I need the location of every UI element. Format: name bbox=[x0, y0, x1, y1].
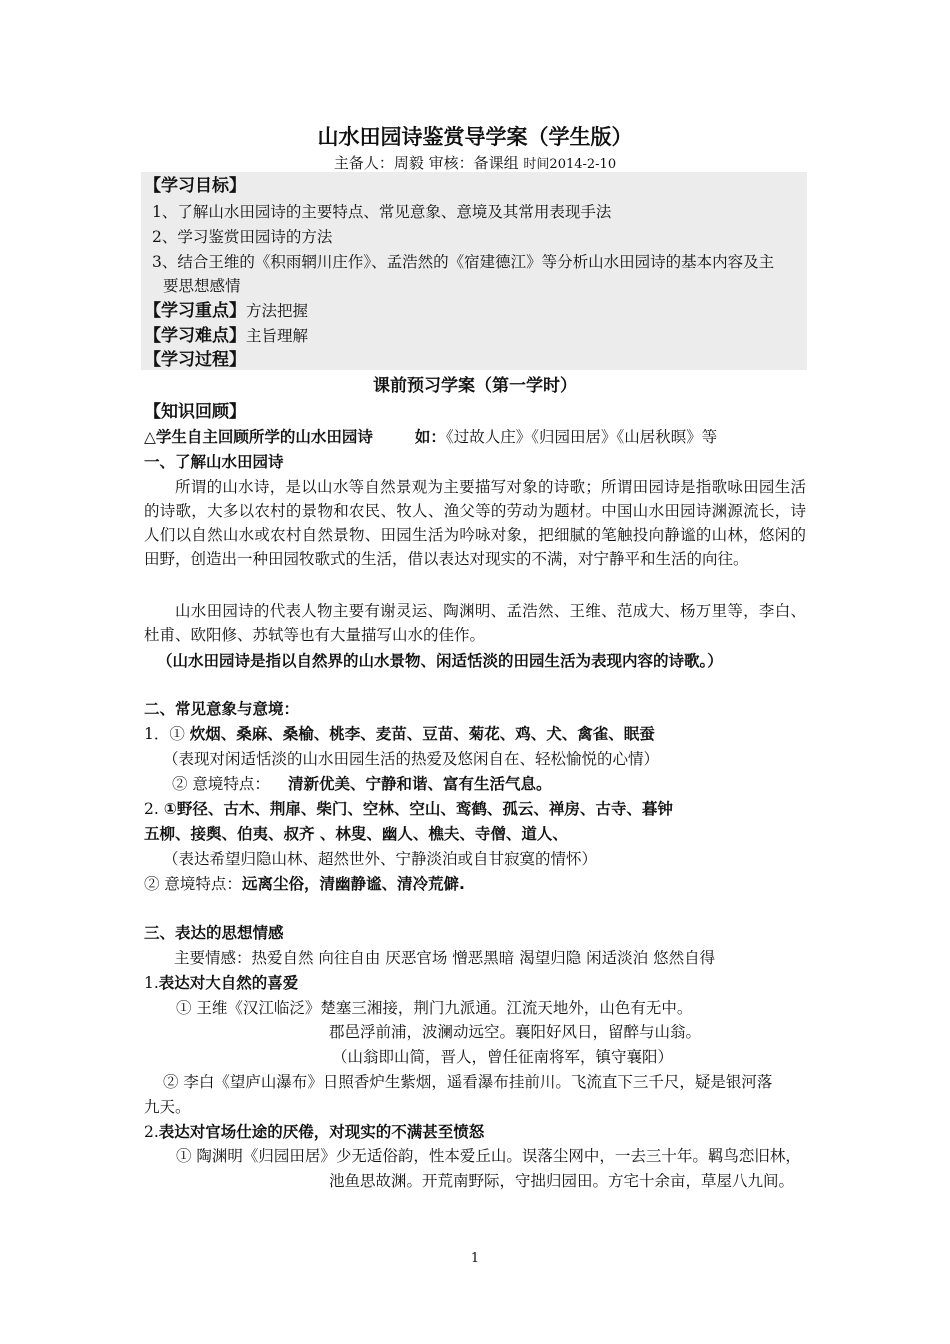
objective-item: 要思想感情 bbox=[163, 277, 241, 295]
poem-line: ① 王维《汉江临泛》楚塞三湘接，荆门九派通。江流天地外，山色有无中。 bbox=[176, 999, 693, 1017]
imagery-group-2 bbox=[144, 798, 673, 820]
subheading-number: 2. bbox=[144, 1123, 159, 1141]
review-task: △学生自主回顾所学的山水田园诗 bbox=[144, 428, 373, 446]
part1-heading: 一、了解山水田园诗 bbox=[144, 453, 284, 471]
mood-label: ② 意境特点： bbox=[144, 875, 242, 893]
review-heading: 【知识回顾】 bbox=[144, 402, 246, 422]
group-number: 1．① bbox=[144, 725, 190, 743]
objective-item: 2、学习鉴赏田园诗的方法 bbox=[152, 228, 333, 246]
focus-heading: 【学习重点】 bbox=[144, 301, 246, 321]
focus-text: 方法把握 bbox=[246, 302, 309, 320]
imagery-list-continued: 五柳、接舆、伯夷、叔齐 、林叟、幽人、樵夫、寺僧、道人、 bbox=[144, 825, 568, 843]
mood-label: ② 意境特点： bbox=[172, 775, 270, 793]
definition-note: （山水田园诗是指以自然界的山水景物、闲适恬淡的田园生活为表现内容的诗歌。） bbox=[157, 652, 723, 670]
author-info: 主备人：周毅 审核：备课组 bbox=[333, 154, 524, 172]
part2-heading: 二、常见意象与意境： bbox=[144, 700, 300, 718]
mood-line bbox=[144, 873, 465, 895]
group-number: 2. bbox=[144, 800, 164, 818]
poem-line: 九天。 bbox=[144, 1098, 191, 1116]
difficulty-heading: 【学习难点】 bbox=[144, 326, 246, 346]
page-number: 1 bbox=[470, 1251, 480, 1266]
objectives-heading: 【学习目标】 bbox=[144, 176, 246, 196]
mood-text: 清新优美、宁静和谐、富有生活气息。 bbox=[287, 775, 552, 793]
difficulty-line bbox=[144, 325, 308, 347]
part1-paragraph-2: 山水田园诗的代表人物主要有谢灵运、陶渊明、孟浩然、王维、范成大、杨万里等，李白、杜甫、欧阳修、苏轼等也有大量描写山水的佳作。 bbox=[144, 602, 806, 644]
poem-line: ② 李白《望庐山瀑布》日照香炉生紫烟，遥看瀑布挂前川。飞流直下三千尺，疑是银河落 bbox=[163, 1073, 773, 1091]
page-title: 山水田园诗鉴赏导学案（学生版） bbox=[317, 125, 633, 149]
review-examples-label: 如： bbox=[414, 428, 446, 446]
review-task-line bbox=[144, 426, 717, 448]
poem-line: ① 陶渊明《归园田居》少无适俗韵，性本爱丘山。误落尘网中，一去三十年。羁鸟恋旧林， bbox=[176, 1147, 801, 1165]
focus-line bbox=[144, 300, 308, 322]
imagery-note: （表达希望归隐山林、超然世外、宁静淡泊或自甘寂寞的情怀） bbox=[163, 850, 598, 868]
mood-line bbox=[172, 773, 551, 795]
imagery-list: ①野径、古木、荆扉、柴门、空林、空山、鸾鹤、孤云、禅房、古寺、暮钟 bbox=[163, 800, 673, 818]
difficulty-text: 主旨理解 bbox=[246, 327, 309, 345]
imagery-note: （表现对闲适恬淡的山水田园生活的热爱及悠闲自在、轻松愉悦的心情） bbox=[163, 750, 660, 768]
subheading-number: 1. bbox=[144, 974, 159, 992]
mood-text: 远离尘俗，清幽静谧、清冷荒僻. bbox=[241, 875, 465, 893]
emotion-subheading-2 bbox=[144, 1121, 484, 1143]
date-info: 时间2014-2-10 bbox=[523, 157, 617, 172]
objective-item: 1、了解山水田园诗的主要特点、常见意象、意境及其常用表现手法 bbox=[152, 203, 612, 221]
imagery-list: 炊烟、桑麻、桑榆、桃李、麦苗、豆苗、菊花、鸡、犬、禽雀、眠蚕 bbox=[189, 725, 655, 743]
poem-line: 池鱼思故渊。开荒南野际，守拙归园田。方宅十余亩，草屋八九间。 bbox=[329, 1172, 795, 1190]
subheading-text: 表达对大自然的喜爱 bbox=[158, 974, 299, 992]
poem-line: 郡邑浮前浦，波澜动远空。襄阳好风日，留醉与山翁。 bbox=[329, 1023, 702, 1041]
section-title: 课前预习学案（第一学时） bbox=[373, 376, 577, 396]
part1-paragraph: 所谓的山水诗，是以山水等自然景观为主要描写对象的诗歌；所谓田园诗是指歌咏田园生活的诗歌，大多以农村的景物和农民、牧人、渔父等的劳动为题材。中国山水田园诗渊源流长，诗人们以自然山水或农村自然景物、田园生活为吟咏对象，把细腻的笔触投向静谧的山林，悠闲的田野，创造出一种田园牧歌式的生活，借以表达对现实的不满，对宁静平和生活的向往。 bbox=[144, 478, 806, 568]
objective-item: 3、结合王维的《积雨辋川庄作》、孟浩然的《宿建德江》等分析山水田园诗的基本内容及主 bbox=[152, 253, 775, 271]
emotion-subheading-1 bbox=[144, 972, 298, 994]
review-examples: 《过故人庄》《归园田居》《山居秋暝》等 bbox=[445, 428, 718, 446]
subheading-text: 表达对官场仕途的厌倦，对现实的不满甚至愤怒 bbox=[158, 1123, 485, 1141]
process-heading: 【学习过程】 bbox=[144, 350, 246, 370]
imagery-group-1 bbox=[144, 723, 655, 745]
poem-annotation: （山翁即山简，晋人，曾任征南将军，镇守襄阳） bbox=[332, 1048, 674, 1066]
emotion-summary: 主要情感：热爱自然 向往自由 厌恶官场 憎恶黑暗 渴望归隐 闲适淡泊 悠然自得 bbox=[174, 949, 716, 967]
part3-heading: 三、表达的思想情感 bbox=[144, 924, 284, 942]
